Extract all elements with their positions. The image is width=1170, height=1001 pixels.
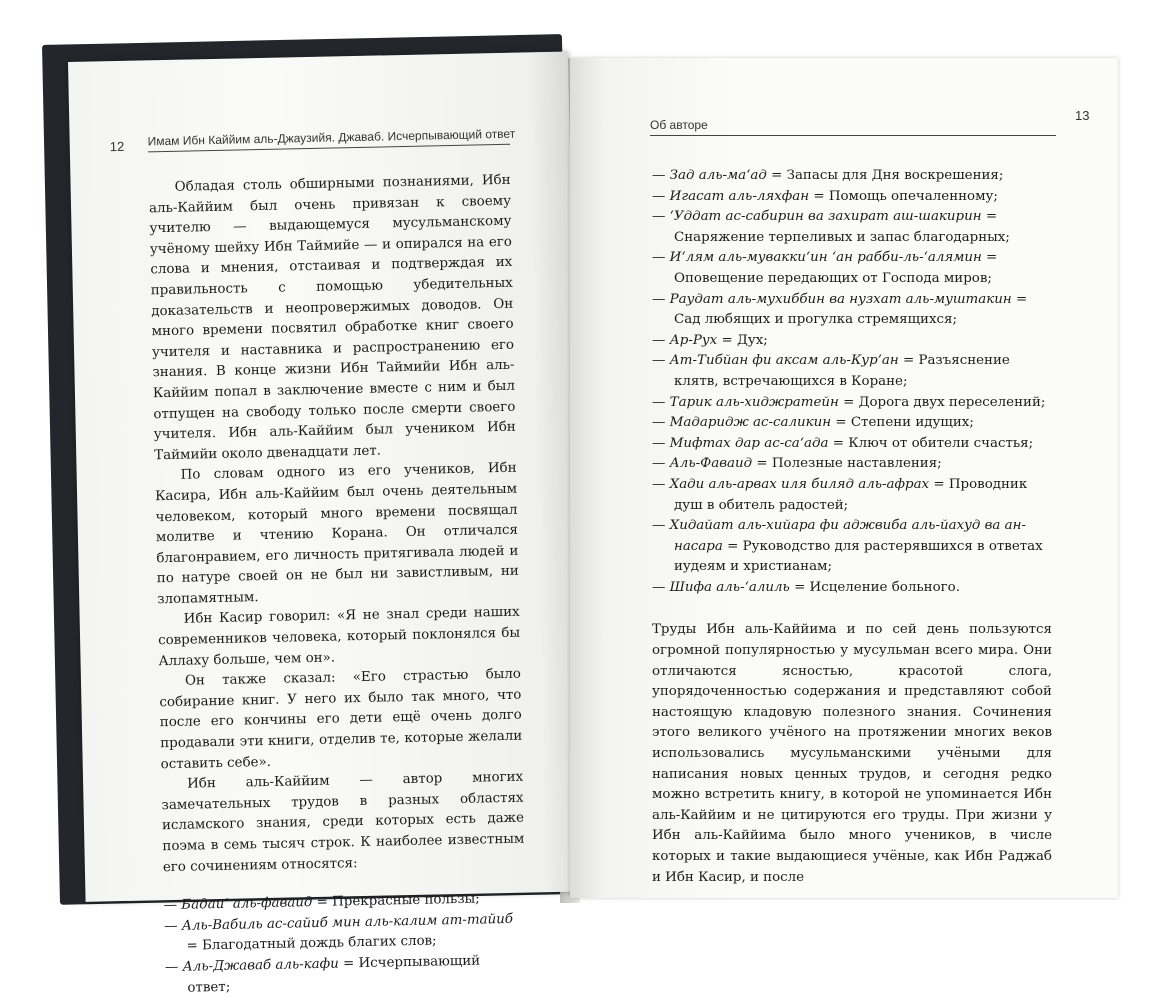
list-item: — Шифа аль-‘алиль = Исцеление больного. [652,579,960,595]
list-item: — И‘лям аль-мувакки‘ин ‘ан рабби-ль-‘алямин = Оповещение передающих от Господа миров; [652,250,998,286]
left-page [68,52,585,996]
list-item: — Игасат аль-ляхфан = Помощь опечаленному; [652,188,998,204]
work-title: Шифа аль-‘алиль [669,579,790,595]
paragraph: Труды Ибн аль-Каййима и по сей день пользуются огромной популярностью у мусульман всего мира. Они отличаются ясностью, красотой слога, упорядоченностью содержания и представляют собой настоящую кладовую полезного знания. Сочинения этого великого учёного на протяжении многих веков использовались мусульманскими учёными для написания новых ценных трудов, и сегодня редко можно встретить книгу, в которой не упоминается Ибн аль-Каййим и не цитируются его труды. При жизни у Ибн аль-Каййима было много учеников, в числе которых и такие выдающиеся учёные, как Ибн Раджаб и Ибн Касир, и после [652,622,1052,885]
work-title: Хидайат аль-хийара фи аджвиба аль-йахуд ва ан-насара [669,518,1027,554]
works-list [652,166,1052,598]
list-item: — Зад аль-ма‘ад = Запасы для Дня воскрешения; [652,168,1004,183]
list-item: — Аль-Фаваид = Полезные наставления; [652,456,942,472]
work-title: Хади аль-арвах иля биляд аль-афрах [669,476,930,492]
work-translation: Полезные наставления; [771,456,942,472]
work-translation: Благодатный дождь благих слов; [201,933,437,954]
list-item: — Аль-Вабиль ас-сайиб мин аль-калим ат-тайиб = Благодатный дождь благих слов; [163,911,514,955]
work-title: Ат-Тибйан фи аксам аль-Кур’ан [669,353,899,369]
page-number: 13 [1075,108,1090,123]
work-title: Аль-Вабиль ас-сайиб мин аль-калим ат-тайиб [181,911,514,934]
list-item: — Мадаридж ас-саликин = Степени идущих; [652,415,974,431]
list-item: — Хади аль-арвах иля биляд аль-афрах = Проводник душ в обитель радостей; [652,476,1028,513]
work-title: Тарик аль-хиджратейн [669,394,839,410]
work-title: Бадаи‘ аль-фаваид [181,895,313,913]
work-translation: Оповещение передающих от Господа миров; [674,270,992,286]
work-title: Мадаридж ас-саликин [669,415,832,431]
work-translation: Проводник душ в обитель радостей; [674,476,1028,513]
work-title: Игасат аль-ляхфан [669,188,810,204]
list-item: — Тарик аль-хиджратейн = Дорога двух переселений; [652,394,1046,410]
work-translation: Ключ от обители счастья; [848,435,1034,451]
works-list [163,889,527,1000]
work-title: И‘лям аль-мувакки‘ин ‘ан рабби-ль-‘алямин [669,250,982,266]
work-translation: Исцеление больного. [809,579,960,595]
work-translation: Степени идущих; [850,415,974,431]
right-body [652,166,1052,888]
work-title: Раудат аль-мухиббин ва нузхат аль-муштакин [669,291,1012,307]
work-translation: Исчерпывающий ответ; [187,953,481,996]
list-item: — ‘Уддат ас-сабирин ва захират аш-шакирин = Снаряжение терпеливых и запас благодарных; [652,209,1010,245]
header-rule [650,135,1056,136]
paragraph: Ибн аль-Каййим — автор многих замечательных трудов в разных областях исламского знания, среди которых есть даже поэма в семь тысяч строк. К наиболее известным его сочинениям относятся: [161,769,525,875]
list-item: — Раудат аль-мухиббин ва нузхат аль-муштакин = Сад любящих и прогулка стремящихся; [652,291,1028,328]
list-item: — Аль-Джаваб аль-кафи = Исчерпывающий ответ; [164,953,481,996]
paragraph: Он также сказал: «Его страстью было собирание книг. У него их было так много, что после его кончины его дети ещё очень долго продавали эти книги, отделив те, которые желали оставить себе». [159,666,523,772]
work-translation: Сад любящих и прогулка стремящихся; [674,312,957,328]
work-title: Ар-Рух [669,332,718,348]
work-title: ‘Уддат ас-сабирин ва захират аш-шакирин [669,209,982,225]
right-page [570,58,1118,898]
list-item: — Ат-Тибйан фи аксам аль-Кур’ан = Разъяснение клятв, встречающихся в Коране; [652,353,1010,389]
work-title: Аль-Джаваб аль-кафи [182,956,339,975]
work-translation: Помощь опечаленному; [828,188,998,204]
list-item: — Ар-Рух = Дух; [652,332,768,348]
work-title: Мифтах дар ас-са‘ада [669,435,829,451]
paragraph: По словам одного из его учеников, Ибн Касира, Ибн аль-Каййим был очень деятельным человеком, который много времени посвящал молитве и чтению Корана. Он отличался благонравием, его личность притягивала людей и по натуре своей он не был ни завистливым, ни злопамятным. [154,461,519,608]
list-item: — Бадаи‘ аль-фаваид = Прекрасные пользы; [163,891,480,914]
work-title: Аль-Фаваид [669,456,753,472]
running-head: Имам Ибн Каййим аль-Джаузийя. Джаваб. Исчерпывающий ответ [147,126,516,149]
page-number: 12 [109,138,125,155]
work-translation: Снаряжение терпеливых и запас благодарных; [674,229,1010,245]
running-head: Об авторе [650,118,708,132]
paragraph: Ибн Касир говорил: «Я не знал среди наших современников человека, который поклонялся бы Аллаху больше, чем он». [157,605,521,669]
left-body [148,171,527,1000]
list-item: — Хидайат аль-хийара фи аджвиба аль-йахуд ва ан-насара = Руководство для растерявшихся в ответах иудеям и христианам; [652,518,1043,575]
work-translation: Дух; [736,332,768,348]
list-item: — Мифтах дар ас-са‘ада = Ключ от обители счастья; [652,435,1034,451]
work-title: Зад аль-ма‘ад [669,168,767,183]
work-translation: Дорога двух переселений; [858,394,1046,410]
work-translation: Разъяснение клятв, встречающихся в Коране; [674,353,1010,389]
work-translation: Прекрасные пользы; [331,891,480,910]
work-translation: Руководство для растерявшихся в ответах иудеям и христианам; [674,538,1043,575]
work-translation: Запасы для Дня воскрешения; [786,168,1004,183]
paragraph: Обладая столь обширными познаниями, Ибн аль-Каййим был очень привязан к своему учителю — выдающемуся мусульманскому учёному шейху Ибн Таймийе — и опирался на его слова и мнения, отстаивая и подтверждая их правильность с помощью убедительных доказательств и неопровержимых доводов. Он много времени посвятил обработке книг своего учителя и наставника и распространению его знания. В конце жизни Ибн Таймийи Ибн аль-Каййим попал в заключение вместе с ним и был отпущен на свободу только после смерти своего учителя. Ибн аль-Каййим был учеником Ибн Таймийи около двенадцати лет. [148,172,516,463]
